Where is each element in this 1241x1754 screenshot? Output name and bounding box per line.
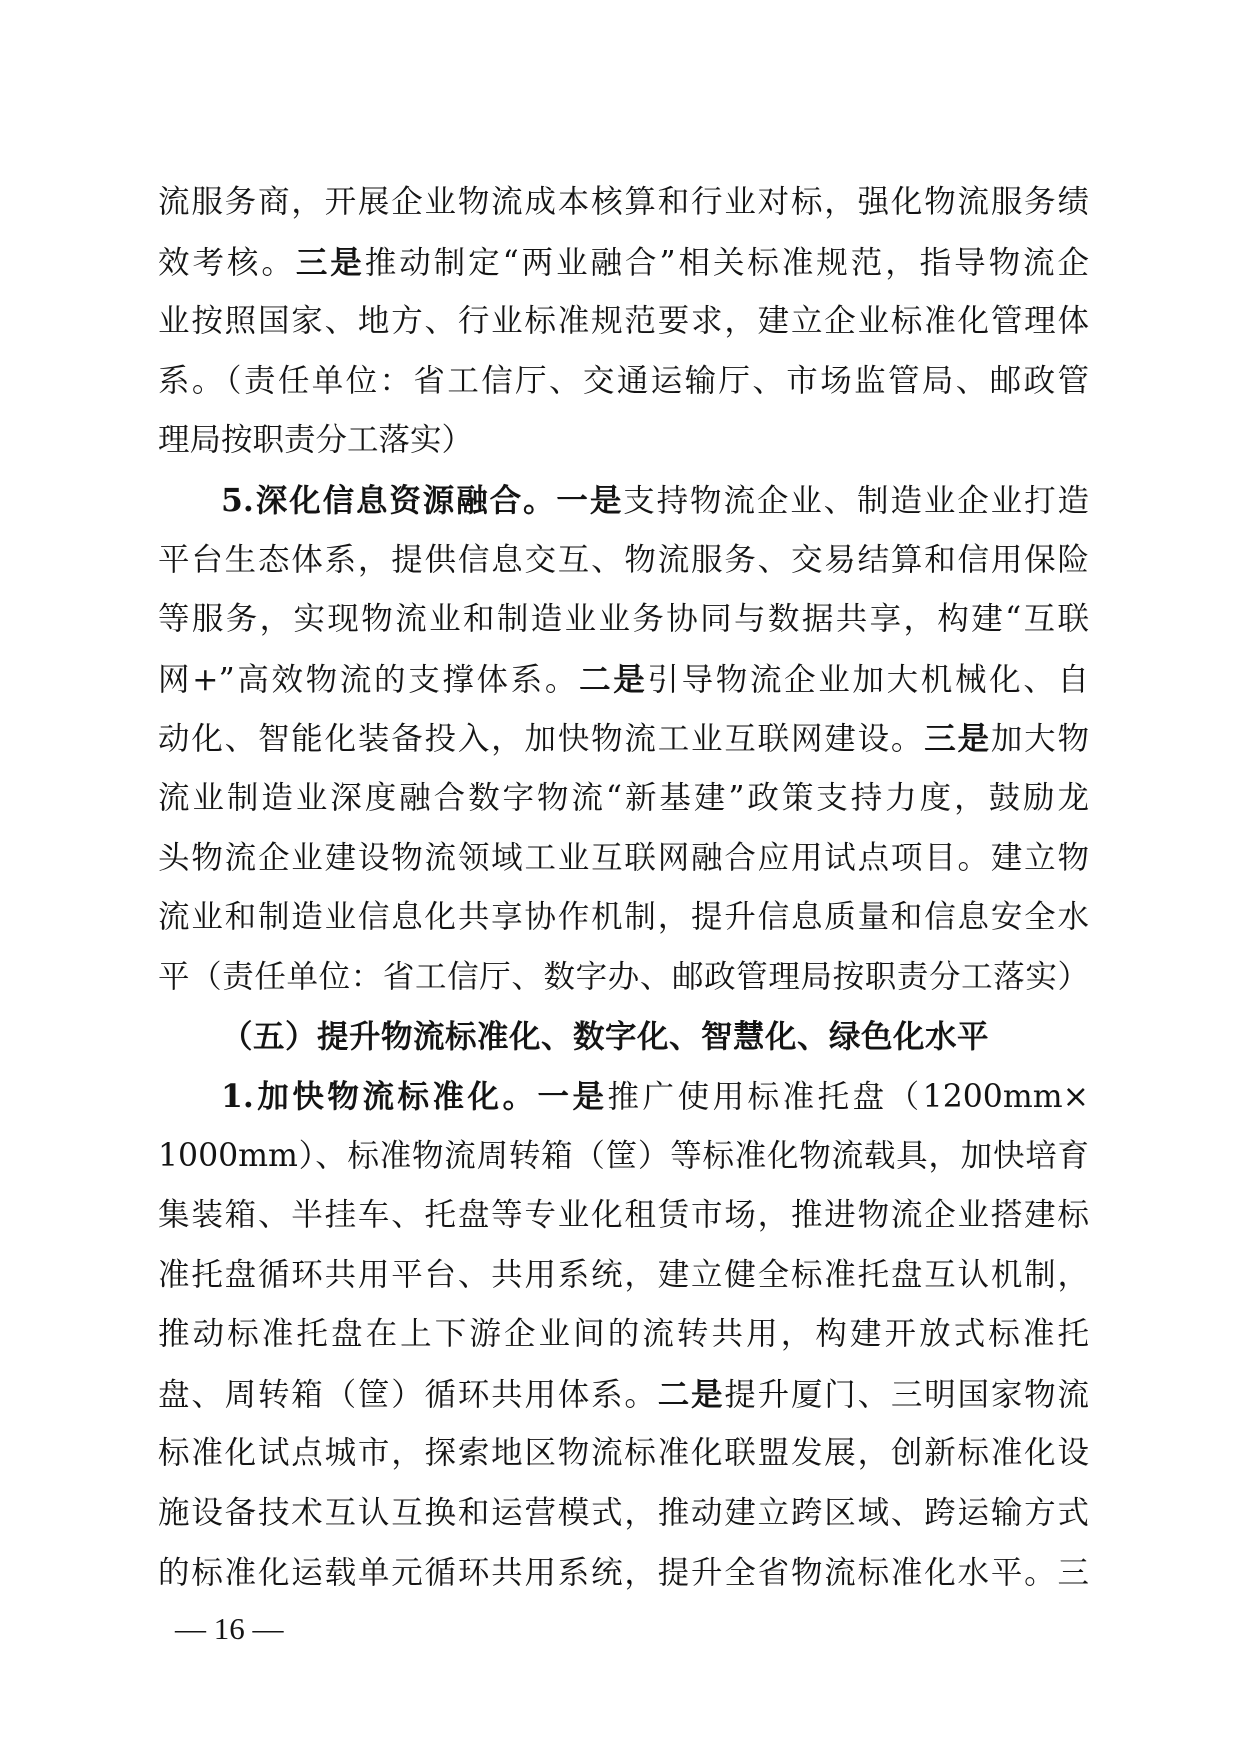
text-run: 业按照国家、地方、行业标准规范要求，建立企业标准化管理体 bbox=[158, 303, 1089, 340]
text-line bbox=[158, 1305, 1089, 1365]
ordinal-marker: 三是 bbox=[924, 720, 991, 758]
text-run: 推动制定“两业融合”相关标准规范，指导物流企 bbox=[364, 244, 1089, 281]
text-line bbox=[158, 411, 1089, 471]
text-run: 网+”高效物流的支撑体系。 bbox=[158, 661, 580, 698]
paragraph-info-integration bbox=[158, 471, 1089, 1007]
text-run: 等服务，实现物流业和制造业业务协同与数据共享，构建“互联 bbox=[158, 601, 1089, 638]
text-line bbox=[158, 888, 1089, 948]
text-run: 流服务商，开展企业物流成本核算和行业对标，强化物流服务绩 bbox=[158, 184, 1089, 220]
text-run: 系。（责任单位：省工信厅、交通运输厅、市场监管局、邮政管 bbox=[158, 362, 1089, 399]
text-line bbox=[158, 829, 1089, 889]
text-run: 支持物流企业、制造业企业打造 bbox=[623, 482, 1089, 519]
text-run: 头物流企业建设物流领域工业互联网融合应用试点项目。建立物 bbox=[158, 839, 1089, 876]
text-run: 提升厦门、三明国家物流 bbox=[724, 1376, 1089, 1413]
text-run: 理局按职责分工落实） bbox=[158, 422, 474, 459]
text-run: 施设备技术互认互换和运营模式，推动建立跨区域、跨运输方式 bbox=[158, 1495, 1089, 1532]
text-run: 平台生态体系，提供信息交互、物流服务、交易结算和信用保险 bbox=[158, 541, 1089, 578]
ordinal-marker: 一是 bbox=[556, 481, 624, 519]
text-line bbox=[158, 948, 1089, 1008]
text-line bbox=[158, 1127, 1089, 1187]
text-line bbox=[158, 1544, 1089, 1604]
text-run: 效考核。 bbox=[158, 244, 296, 281]
text-line bbox=[158, 1186, 1089, 1246]
text-line bbox=[158, 352, 1089, 412]
text-line bbox=[158, 173, 1089, 233]
text-line bbox=[158, 709, 1089, 769]
paragraph-continued bbox=[158, 173, 1089, 471]
text-line bbox=[158, 1067, 1089, 1127]
text-line bbox=[158, 590, 1089, 650]
text-run: 准托盘循环共用平台、共用系统，建立健全标准托盘互认机制， bbox=[158, 1256, 1089, 1293]
text-run: 加大物 bbox=[990, 721, 1089, 758]
text-line bbox=[158, 1365, 1089, 1425]
text-line bbox=[158, 1246, 1089, 1306]
text-run: 推动标准托盘在上下游企业间的流转共用，构建开放式标准托 bbox=[158, 1316, 1089, 1353]
text-line bbox=[158, 650, 1089, 710]
item-title: 1.加快物流标准化。 bbox=[221, 1077, 538, 1115]
ordinal-marker: 二是 bbox=[657, 1375, 725, 1413]
paragraph-standardization bbox=[158, 1067, 1089, 1603]
text-run: 标准化试点城市，探索地区物流标准化联盟发展，创新标准化设 bbox=[158, 1435, 1089, 1472]
text-run: 平（责任单位：省工信厅、数字办、邮政管理局按职责分工落实） bbox=[158, 958, 1089, 995]
text-line bbox=[158, 233, 1089, 293]
ordinal-marker: 三是 bbox=[295, 243, 365, 281]
ordinal-marker: 一是 bbox=[537, 1077, 608, 1115]
ordinal-marker: 二是 bbox=[579, 660, 648, 698]
text-line bbox=[158, 531, 1089, 591]
item-title: 5.深化信息资源融合。 bbox=[221, 481, 557, 519]
text-line bbox=[158, 1424, 1089, 1484]
text-run: 流业制造业深度融合数字物流“新基建”政策支持力度，鼓励龙 bbox=[158, 779, 1089, 816]
text-line bbox=[158, 292, 1089, 352]
text-run: 的标准化运载单元循环共用系统，提升全省物流标准化水平。三 bbox=[158, 1554, 1089, 1591]
text-line bbox=[158, 769, 1089, 829]
body-text bbox=[158, 173, 1089, 1603]
text-run: 推广使用标准托盘（1200mm× bbox=[607, 1078, 1089, 1115]
text-run: 动化、智能化装备投入，加快物流工业互联网建设。 bbox=[158, 721, 925, 758]
text-run: 引导物流企业加大机械化、自 bbox=[647, 661, 1089, 698]
page-number: — 16 — bbox=[175, 1611, 284, 1646]
section-heading: （五）提升物流标准化、数字化、智慧化、绿色化水平 bbox=[221, 1018, 990, 1056]
text-run: 流业和制造业信息化共享协作机制，提升信息质量和信息安全水 bbox=[158, 899, 1089, 936]
text-run: 盘、周转箱（筐）循环共用体系。 bbox=[158, 1376, 658, 1413]
text-run: 1000mm）、标准物流周转箱（筐）等标准化物流载具，加快培育 bbox=[158, 1137, 1089, 1174]
text-line bbox=[158, 471, 1089, 531]
text-line bbox=[158, 1484, 1089, 1544]
text-run: 集装箱、半挂车、托盘等专业化租赁市场，推进物流企业搭建标 bbox=[158, 1197, 1089, 1234]
